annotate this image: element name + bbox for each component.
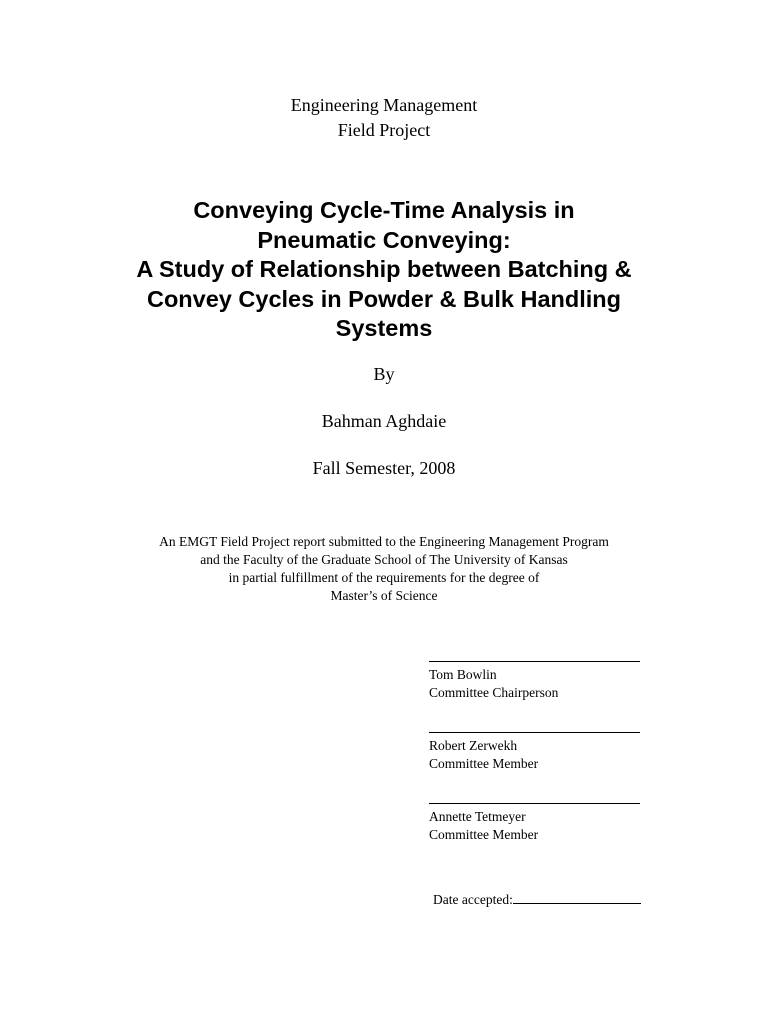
committee-member-name: Tom Bowlin bbox=[429, 667, 497, 682]
statement-line: An EMGT Field Project report submitted to the Engineering Management Program bbox=[159, 534, 609, 549]
title-line: Pneumatic Conveying: bbox=[257, 226, 511, 253]
committee-member-role: Committee Chairperson bbox=[429, 685, 559, 700]
title-line: Convey Cycles in Powder & Bulk Handling bbox=[146, 285, 622, 312]
author-name: Bahman Aghdaie bbox=[321, 411, 447, 431]
committee-member-name: Annette Tetmeyer bbox=[429, 809, 526, 824]
by-label: By bbox=[373, 364, 395, 384]
header-line-project: Field Project bbox=[337, 120, 431, 140]
signature-block-chair bbox=[429, 660, 640, 702]
statement-line: in partial fulfillment of the requirements for the degree of bbox=[228, 570, 540, 585]
committee-member-role: Committee Member bbox=[429, 756, 539, 771]
date-accepted-label: Date accepted: bbox=[433, 892, 513, 907]
title-line: Conveying Cycle-Time Analysis in bbox=[193, 197, 575, 223]
date-accepted bbox=[433, 891, 641, 909]
committee-member-name: Robert Zerwekh bbox=[429, 738, 518, 753]
signature-line bbox=[429, 660, 640, 662]
submission-statement bbox=[0, 533, 768, 605]
document-title bbox=[0, 196, 768, 344]
signature-line bbox=[429, 802, 640, 804]
signature-block-member-1 bbox=[429, 731, 640, 773]
header-line-program: Engineering Management bbox=[290, 95, 478, 115]
statement-line: and the Faculty of the Graduate School of The University of Kansas bbox=[200, 552, 568, 567]
title-line: A Study of Relationship between Batching & bbox=[136, 256, 632, 282]
semester: Fall Semester, 2008 bbox=[312, 458, 456, 478]
committee-member-role: Committee Member bbox=[429, 827, 539, 842]
signature-line bbox=[429, 731, 640, 733]
title-line: Systems bbox=[335, 315, 433, 341]
statement-line: Master’s of Science bbox=[330, 588, 438, 603]
date-accepted-line bbox=[513, 891, 641, 904]
header bbox=[0, 93, 768, 143]
signature-block-member-2 bbox=[429, 802, 640, 844]
